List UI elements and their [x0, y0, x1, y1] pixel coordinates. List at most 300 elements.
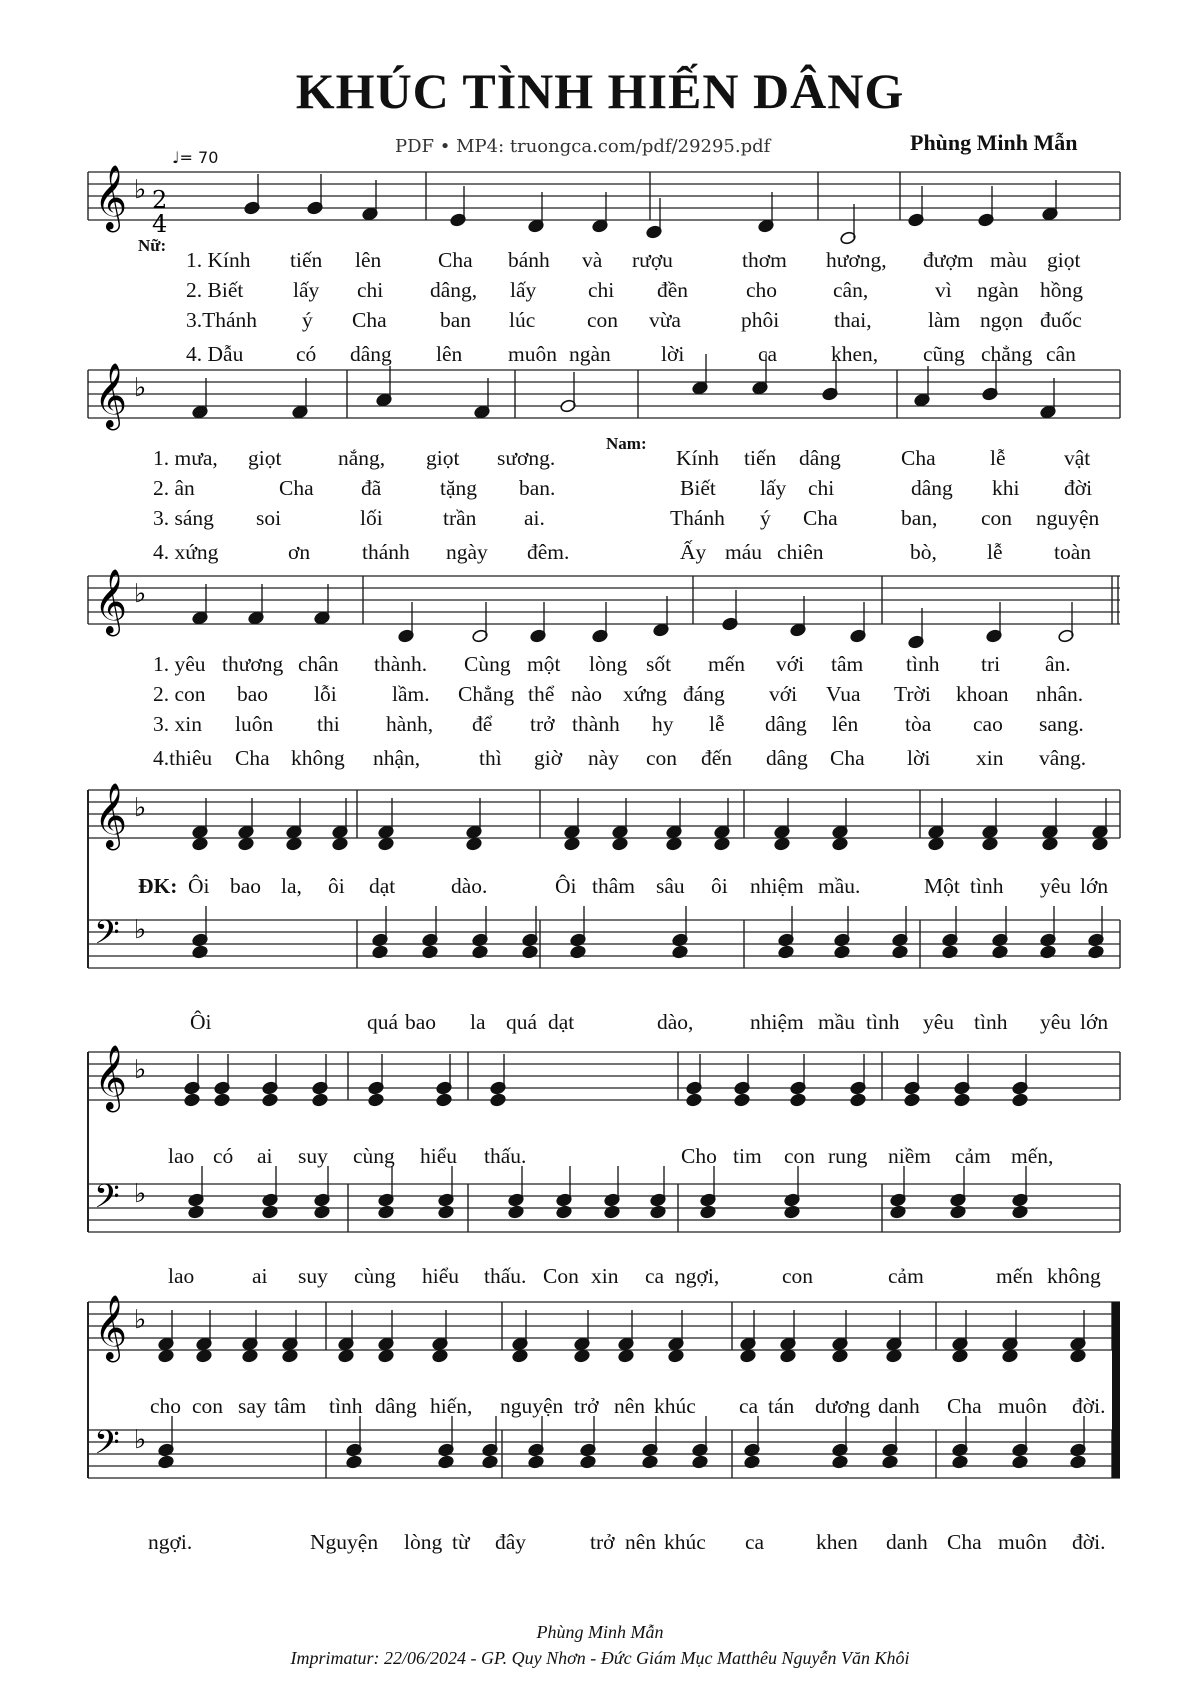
note-head: [666, 837, 683, 851]
lyric-word: lầm.: [392, 682, 430, 706]
lyric-word: mầu.: [818, 874, 861, 898]
note-head: [1002, 1349, 1019, 1363]
note-head: [192, 945, 209, 959]
verse2-line4: [0, 540, 1200, 566]
lyric-word: ngàn: [569, 342, 611, 366]
lyric-word: đời.: [1072, 1530, 1106, 1554]
note-head: [286, 837, 303, 851]
lyric-word: niềm: [888, 1144, 931, 1168]
lyric-word: khen,: [831, 342, 879, 366]
lyric-word: có: [296, 342, 317, 366]
lyric-word: tặng: [440, 476, 478, 500]
lyric-word: ân.: [1045, 652, 1071, 676]
lyric-word: suy: [298, 1264, 328, 1288]
note-head: [832, 1349, 849, 1363]
lyric-word: ai.: [524, 506, 545, 530]
lyric-word: tình: [329, 1394, 363, 1418]
refrain3-upper: [0, 1394, 1200, 1420]
lyric-word: ơn: [288, 540, 311, 564]
note-head: [482, 1455, 499, 1469]
lyric-word: khúc: [654, 1394, 696, 1418]
note-head: [242, 1349, 259, 1363]
lyric-word: khúc: [664, 1530, 706, 1554]
note-head: [432, 1349, 449, 1363]
note-head: [522, 945, 539, 959]
verse3-line2: [0, 682, 1200, 708]
note-head: [650, 1205, 667, 1219]
lyric-word: đáng: [683, 682, 725, 706]
lyric-word: lòng: [404, 1530, 443, 1554]
verse1-line1: [0, 248, 1200, 274]
lyric-word: Chẳng: [458, 682, 515, 706]
note-head: [604, 1205, 621, 1219]
note-head: [570, 945, 587, 959]
note-head: [784, 1205, 801, 1219]
lyric-word: con: [981, 506, 1013, 530]
note-head: [942, 945, 959, 959]
lyric-word: hồng: [1040, 278, 1083, 302]
lyric-word: xin: [976, 746, 1004, 770]
lyric-word: ca: [758, 342, 778, 366]
lyric-word: thai,: [834, 308, 872, 332]
lyric-word: máu: [725, 540, 763, 564]
note-head: [1040, 945, 1057, 959]
lyric-word: thì: [479, 746, 502, 770]
lyric-word: lấy: [293, 278, 320, 302]
verse2-line2: [0, 476, 1200, 502]
lyric-word: cho: [150, 1394, 182, 1418]
note-head: [472, 945, 489, 959]
lyric-word: Ôi: [190, 1010, 212, 1034]
lyric-word: 1. yêu: [153, 652, 206, 676]
lyric-word: lúc: [509, 308, 536, 332]
lyric-word: tình: [866, 1010, 900, 1034]
lyric-word: tâm: [274, 1394, 307, 1418]
lyric-word: này: [588, 746, 620, 770]
note-head: [686, 1093, 703, 1107]
flat-key-signature-icon: ♭: [134, 175, 147, 205]
lyric-word: lòng: [589, 652, 628, 676]
note-head: [564, 837, 581, 851]
lyric-word: xin: [591, 1264, 619, 1288]
note-head: [574, 1349, 591, 1363]
note-head: [850, 1093, 867, 1107]
lyric-word: nên: [625, 1530, 657, 1554]
lyric-word: ca: [739, 1394, 759, 1418]
lyric-word: tòa: [905, 712, 932, 736]
lyric-word: Cha: [438, 248, 473, 272]
note-head: [262, 1205, 279, 1219]
lyric-word: 3. xin: [153, 712, 202, 736]
note-head: [312, 1093, 329, 1107]
footer-author: Phùng Minh Mẫn: [536, 1622, 664, 1642]
note-head: [790, 1093, 807, 1107]
treble-clef-icon: 𝄞: [94, 1295, 128, 1360]
note-head: [158, 1455, 175, 1469]
lyric-word: đuốc: [1040, 308, 1082, 332]
lyric-word: 3. sáng: [153, 506, 214, 530]
lyric-word: sương.: [497, 446, 556, 470]
lyric-word: thành.: [374, 652, 428, 676]
treble-clef-icon: 𝄞: [94, 569, 128, 634]
lyric-word: Con: [543, 1264, 579, 1288]
note-head: [832, 1455, 849, 1469]
note-head: [734, 1093, 751, 1107]
flat-key-signature-icon: ♭: [134, 915, 147, 945]
lyric-word: nắng,: [338, 446, 386, 470]
verse3-line4: [0, 746, 1200, 772]
lyric-word: con: [646, 746, 678, 770]
lyric-word: tình: [906, 652, 940, 676]
refrain1-lower: [0, 1010, 1200, 1036]
lyric-word: dâng,: [430, 278, 478, 302]
lyric-word: Trời: [894, 682, 931, 706]
lyric-word: trở: [530, 712, 555, 736]
lyric-word: Ôi: [555, 874, 577, 898]
lyric-word: lỗi: [314, 682, 337, 706]
lyric-word: tâm: [831, 652, 864, 676]
lyric-word: Cha: [803, 506, 838, 530]
note-head: [346, 1455, 363, 1469]
lyric-word: mầu: [818, 1010, 856, 1034]
treble-clef-icon: 𝄞: [94, 165, 128, 230]
note-head: [672, 945, 689, 959]
verse1-line3: [0, 308, 1200, 334]
lyric-word: cùng: [354, 1264, 396, 1288]
lyric-word: giọt: [248, 446, 282, 470]
lyric-word: con: [782, 1264, 814, 1288]
lyric-word: mến: [708, 652, 746, 676]
lyric-word: thể: [528, 682, 555, 706]
lyric-word: dâng: [375, 1394, 417, 1418]
note-head: [214, 1093, 231, 1107]
lyric-word: đền: [657, 278, 689, 302]
lyric-word: tri: [981, 652, 1001, 676]
lyric-word: ôi: [328, 874, 345, 898]
lyric-word: trần: [443, 506, 477, 530]
lyric-word: đời: [1064, 476, 1093, 500]
flat-key-signature-icon: ♭: [134, 373, 147, 403]
verse1-line2: [0, 278, 1200, 304]
lyric-word: ca: [645, 1264, 665, 1288]
lyric-word: toàn: [1054, 540, 1092, 564]
lyric-word: 4. Dẫu: [186, 342, 244, 366]
lyric-word: quá: [367, 1010, 399, 1034]
song-title: KHÚC TÌNH HIẾN DÂNG: [295, 63, 905, 119]
lyric-word: nhiệm: [750, 1010, 804, 1034]
lyric-word: khi: [992, 476, 1020, 500]
final-barline: [1112, 1302, 1120, 1478]
verse3-line1: [0, 652, 1200, 678]
flat-key-signature-icon: ♭: [134, 1425, 147, 1455]
note-head: [890, 1205, 907, 1219]
note-head: [954, 1093, 971, 1107]
lyric-word: quá: [506, 1010, 538, 1034]
lyric-word: vật: [1064, 446, 1091, 470]
lyric-word: yêu: [923, 1010, 955, 1034]
lyric-word: vừa: [649, 308, 681, 332]
flat-key-signature-icon: ♭: [134, 1305, 147, 1335]
lyric-word: nguyện: [500, 1394, 564, 1418]
verse1-line4: [0, 342, 1200, 368]
lyric-word: Cùng: [464, 652, 511, 676]
lyric-word: hy: [652, 712, 674, 736]
footer-imprimatur: Imprimatur: 22/06/2024 - GP. Quy Nhơn - Đức Giám Mục Matthêu Nguyễn Văn Khôi: [290, 1648, 910, 1668]
lyric-word: lao: [168, 1144, 195, 1168]
lyric-word: tình: [974, 1010, 1008, 1034]
note-head: [992, 945, 1009, 959]
lyric-word: Thánh: [670, 506, 725, 530]
lyric-word: Cha: [830, 746, 865, 770]
note-head: [886, 1349, 903, 1363]
lyric-word: dạt: [548, 1010, 575, 1034]
note-head: [1088, 945, 1105, 959]
lyric-word: chi: [808, 476, 835, 500]
lyric-word: thành: [572, 712, 620, 736]
note-head: [378, 837, 395, 851]
lyric-word: 2. con: [153, 682, 206, 706]
note-head: [780, 1349, 797, 1363]
lyric-word: dạt: [369, 874, 396, 898]
lyric-word: một: [527, 652, 561, 676]
note-head: [692, 1455, 709, 1469]
lyric-word: Cha: [235, 746, 270, 770]
note-head: [508, 1205, 525, 1219]
lyric-word: say: [238, 1394, 267, 1418]
lyric-word: tim: [733, 1144, 762, 1168]
lyric-word: lên: [436, 342, 463, 366]
lyric-word: cho: [746, 278, 778, 302]
note-head: [928, 837, 945, 851]
lyric-word: cảm: [888, 1264, 924, 1288]
lyric-word: bao: [237, 682, 269, 706]
lyric-word: rung: [828, 1144, 868, 1168]
lyric-word: lời: [661, 342, 685, 366]
verse3-line3: [0, 712, 1200, 738]
note-head: [774, 837, 791, 851]
lyric-word: cân: [1046, 342, 1076, 366]
lyric-word: dương: [815, 1394, 871, 1418]
note-head: [1070, 1349, 1087, 1363]
lyric-word: chiên: [777, 540, 824, 564]
lyric-word: mến: [996, 1264, 1034, 1288]
lyric-word: Cha: [947, 1394, 982, 1418]
note-head: [528, 1455, 545, 1469]
lyric-word: ban.: [519, 476, 556, 500]
lyric-word: cân,: [833, 278, 869, 302]
lyric-word: thánh: [362, 540, 410, 564]
lyric-word: dào.: [451, 874, 488, 898]
lyric-word: 4. xứng: [153, 540, 219, 564]
lyric-word: màu: [990, 248, 1028, 272]
lyric-word: và: [582, 248, 603, 272]
source-link[interactable]: PDF • MP4: truongca.com/pdf/29295.pdf: [395, 136, 771, 157]
lyric-word: lên: [355, 248, 382, 272]
time-signature-top: 2: [152, 186, 168, 214]
lyric-word: 1. Kính: [186, 248, 251, 272]
flat-key-signature-icon: ♭: [134, 579, 147, 609]
note-head: [332, 837, 349, 851]
note-head: [1070, 1455, 1087, 1469]
lyric-word: luôn: [235, 712, 274, 736]
lyric-word: danh: [886, 1530, 928, 1554]
lyric-word: thơm: [742, 248, 787, 272]
lyric-word: Một: [924, 874, 960, 898]
note-head: [438, 1205, 455, 1219]
lyric-word: ai: [252, 1264, 268, 1288]
lyric-word: ý: [302, 308, 313, 332]
lyric-word: ngàn: [977, 278, 1019, 302]
note-head: [378, 1205, 395, 1219]
lyric-word: ngợi.: [148, 1530, 193, 1554]
note-head: [158, 1349, 175, 1363]
note-head: [1012, 1093, 1029, 1107]
lyric-word: lấy: [760, 476, 787, 500]
lyric-word: Ấy: [680, 540, 707, 564]
note-head: [238, 837, 255, 851]
lyric-word: xứng: [623, 682, 667, 706]
lyric-word: đượm: [923, 248, 974, 272]
note-head: [196, 1349, 213, 1363]
lyric-word: lời: [907, 746, 931, 770]
lyric-word: ca: [745, 1530, 765, 1554]
note-head: [580, 1455, 597, 1469]
note-head: [188, 1205, 205, 1219]
note-head: [262, 1093, 279, 1107]
lyric-word: cảm: [955, 1144, 991, 1168]
lyric-word: từ: [452, 1530, 470, 1554]
lyric-word: vì: [935, 278, 952, 302]
lyric-word: con: [587, 308, 619, 332]
lyric-word: ai: [257, 1144, 273, 1168]
note-head: [832, 837, 849, 851]
note-head: [740, 1349, 757, 1363]
lyric-word: đã: [361, 476, 382, 500]
lyric-word: nguyện: [1036, 506, 1100, 530]
lyric-word: sâu: [656, 874, 685, 898]
lyric-word: hiến,: [430, 1394, 473, 1418]
lyric-word: Ôi: [188, 874, 210, 898]
bass-clef-icon: 𝄢: [94, 1178, 120, 1224]
lyric-word: dâng: [799, 446, 841, 470]
time-signature-bottom: 4: [152, 210, 168, 238]
lyric-word: bao: [230, 874, 262, 898]
note-head: [882, 1455, 899, 1469]
lyric-word: bánh: [508, 248, 550, 272]
lyric-word: thương: [222, 652, 284, 676]
flat-key-signature-icon: ♭: [134, 1179, 147, 1209]
lyric-word: Cha: [947, 1530, 982, 1554]
note-head: [904, 1093, 921, 1107]
lyric-word: hành,: [386, 712, 434, 736]
lyric-word: bao: [405, 1010, 437, 1034]
lyric-word: dào,: [657, 1010, 694, 1034]
note-head: [556, 1205, 573, 1219]
lyric-word: suy: [298, 1144, 328, 1168]
note-head: [642, 1455, 659, 1469]
note-head: [372, 945, 389, 959]
lyric-word: trở: [590, 1530, 615, 1554]
refrain3-lower: [0, 1530, 1200, 1556]
lyric-word: muôn: [998, 1394, 1047, 1418]
lyric-word: Cha: [352, 308, 387, 332]
lyric-word: nên: [614, 1394, 646, 1418]
note-head: [952, 1455, 969, 1469]
lyric-word: không: [291, 746, 345, 770]
lyric-word: mến,: [1011, 1144, 1054, 1168]
lyric-word: giọt: [1047, 248, 1081, 272]
lyric-word: làm: [928, 308, 961, 332]
bass-clef-icon: 𝄢: [94, 1424, 120, 1470]
lyric-word: muôn: [508, 342, 557, 366]
lyric-word: sốt: [646, 652, 672, 676]
note-head: [1012, 1455, 1029, 1469]
lyric-word: chẳng: [981, 342, 1033, 366]
lyric-word: lên: [832, 712, 859, 736]
lyric-word: tiến: [290, 248, 323, 272]
note-head: [1092, 837, 1109, 851]
lyric-word: cùng: [353, 1144, 395, 1168]
lyric-word: yêu: [1040, 874, 1072, 898]
note-head: [378, 1349, 395, 1363]
treble-clef-icon: 𝄞: [94, 1045, 128, 1110]
lyric-word: dâng: [766, 746, 808, 770]
lyric-word: soi: [256, 506, 282, 530]
lyric-word: với: [769, 682, 798, 706]
lyric-word: bò,: [910, 540, 937, 564]
lyric-word: trở: [574, 1394, 599, 1418]
note-head: [512, 1349, 529, 1363]
refrain1-upper: [0, 874, 1200, 900]
lyric-word: Vua: [826, 682, 861, 706]
lyric-word: thâm: [592, 874, 635, 898]
lyric-word: con: [784, 1144, 816, 1168]
lyric-word: lối: [360, 506, 383, 530]
note-head: [982, 837, 999, 851]
lyric-word: lễ: [709, 712, 725, 736]
lyric-word: lễ: [987, 540, 1003, 564]
refrain2-upper: [0, 1144, 1200, 1170]
verse2-line1: [0, 446, 1200, 472]
lyric-word: muôn: [998, 1530, 1047, 1554]
lyric-word: thấu.: [484, 1264, 527, 1288]
lyric-word: ngọn: [980, 308, 1023, 332]
lyric-word: có: [213, 1144, 234, 1168]
lyric-word: đây: [495, 1530, 527, 1554]
lyric-word: 2. Biết: [186, 278, 244, 302]
lyric-word: phôi: [741, 308, 780, 332]
lyric-word: khen: [816, 1530, 858, 1554]
lyric-word: danh: [878, 1394, 920, 1418]
lyric-word: tán: [768, 1394, 795, 1418]
lyric-word: dâng: [765, 712, 807, 736]
note-head: [744, 1455, 761, 1469]
refrain2-lower: [0, 1264, 1200, 1290]
note-head: [436, 1093, 453, 1107]
lyric-word: 3.Thánh: [186, 308, 258, 332]
note-head: [950, 1205, 967, 1219]
lyric-word: dâng: [350, 342, 392, 366]
lyric-word: nhân.: [1036, 682, 1084, 706]
lyric-word: nào: [571, 682, 603, 706]
lyric-word: lấy: [510, 278, 537, 302]
lyric-word: dâng: [911, 476, 953, 500]
note-head: [282, 1349, 299, 1363]
lyric-word: ôi: [711, 874, 728, 898]
lyric-word: hương,: [826, 248, 887, 272]
lyric-word: la: [470, 1010, 486, 1034]
lyric-word: không: [1047, 1264, 1101, 1288]
